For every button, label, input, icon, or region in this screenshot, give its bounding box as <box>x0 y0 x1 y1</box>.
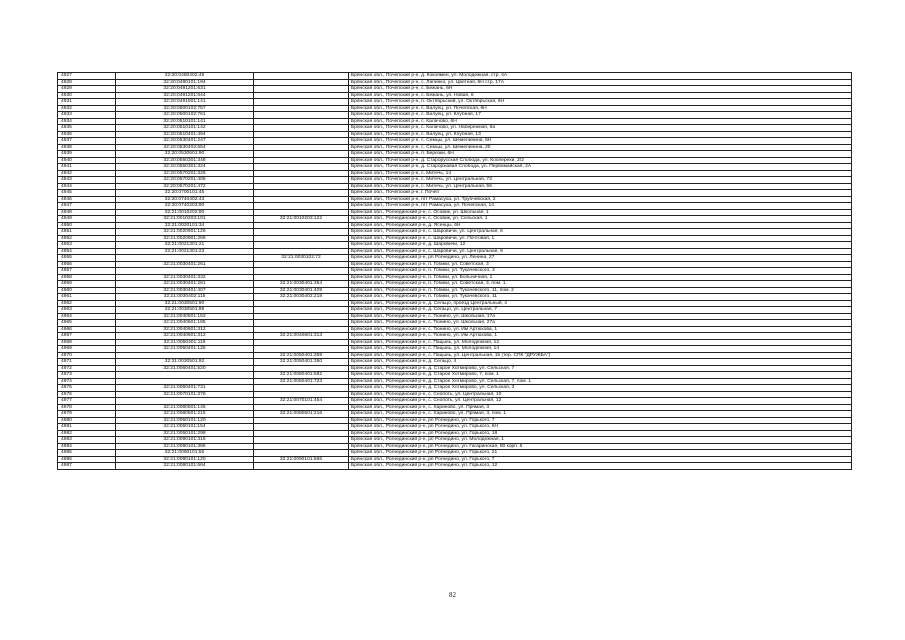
address-cell: Брянская обл., Рогнединский р-н, д. Старое Хотмирово, ул. Сельская, 7 <box>349 365 852 372</box>
address-cell: Брянская обл., Рогнединский р-н, п. Гобики, ул. Советская, 3, пом. 1 <box>349 281 852 288</box>
row-number-cell: 4931 <box>58 99 116 106</box>
row-number-cell: 4952 <box>58 235 116 242</box>
address-cell: Брянская обл., Рогнединский р-н, с. Снопоть, ул. Центральная, 12 <box>349 398 852 405</box>
address-cell: Брянская обл., Рогнединский р-н, п. Гобики, ул. Больничная, 1 <box>349 274 852 281</box>
address-cell: Брянская обл., Рогнединский р-н, рп Рогнедино, ул. Ленина, 27 <box>349 255 852 262</box>
address-cell: Брянская обл., Почепский р-н, с. Митечь, 14 <box>349 170 852 177</box>
cadastral-number-cell: 32:21:0050101:120 <box>116 417 254 424</box>
cadastral-number-cell: 32:20:0500102:757 <box>116 105 254 112</box>
row-number-cell: 4981 <box>58 424 116 431</box>
row-number-cell: 4973 <box>58 372 116 379</box>
cadastral-number-cell: 32:20:0530401:247 <box>116 138 254 145</box>
address-cell: Брянская обл., Почепский р-н, п. Октябрьский, ул. Октябрьская, 6Н <box>349 99 852 106</box>
cadastral-number-cell: 32:21:0020901:268 <box>116 235 254 242</box>
row-number-cell: 4934 <box>58 118 116 125</box>
address-cell: Брянская обл., Рогнединский р-н, рп Рогнедино, ул. Молодежная, 1 <box>349 437 852 444</box>
address-cell: Брянская обл., Почепский р-н, д. Кокоямен, ул. Молодежная, стр. 4А <box>349 73 852 80</box>
address-cell: Брянская обл., Рогнединский р-н, с. Хариново, ул. Прямая, 3, пом. 1 <box>349 411 852 418</box>
room-number-cell <box>254 463 349 470</box>
address-cell: Брянская обл., Рогнединский р-н, д. Сельцо, 4 <box>349 359 852 366</box>
cadastral-number-cell: 32:21:0060401:731 <box>116 385 254 392</box>
room-number-cell: 32:21:0060401:582 <box>254 372 349 379</box>
row-number-cell: 4954 <box>58 248 116 255</box>
cadastral-number-cell: 32:20:0700101:45 <box>116 190 254 197</box>
row-number-cell: 4980 <box>58 417 116 424</box>
room-number-cell: 32:21:0010203:122 <box>254 216 349 223</box>
row-number-cell: 4951 <box>58 229 116 236</box>
cadastral-number-cell: 32:21:0090101:56 <box>116 450 254 457</box>
cadastral-number-cell: 32:21:0050401:125 <box>116 346 254 353</box>
row-number-cell: 4937 <box>58 138 116 145</box>
row-number-cell: 4939 <box>58 151 116 158</box>
cadastral-number-cell: 32:20:0530601:90 <box>116 151 254 158</box>
address-cell: Брянская обл., Почепский р-н, с. Валуец, ул. Клубная, 17 <box>349 112 852 119</box>
row-number-cell: 4945 <box>58 190 116 197</box>
address-cell: Брянская обл., Почепский р-н, с. Семцы, ул. Шемелинина, 20 <box>349 144 852 151</box>
row-number-cell: 4965 <box>58 320 116 327</box>
row-number-cell: 4949 <box>58 216 116 223</box>
row-number-cell: 4953 <box>58 242 116 249</box>
cadastral-number-cell: 32:21:0050101:154 <box>116 424 254 431</box>
address-cell: Брянская обл., Рогнединский р-н, п. Гобики, ул. Советская, 3 <box>349 261 852 268</box>
address-cell: Брянская обл., Рогнединский р-н, с. Осовик, ул. Школьная, 1 <box>349 209 852 216</box>
address-cell: Брянская обл., Рогнединский р-н, д. Сельцо, проезд Центральный, 4 <box>349 300 852 307</box>
row-number-cell: 4960 <box>58 287 116 294</box>
row-number-cell: 4958 <box>58 274 116 281</box>
address-cell: Брянская обл., Рогнединский р-н, п. Гобики, ул. Тукачевского, 3 <box>349 268 852 275</box>
address-cell: Брянская обл., Рогнединский р-н, д. Старое Хотмирово, 7, пом. 1 <box>349 372 852 379</box>
room-number-cell: 32:21:0080501:216 <box>254 411 349 418</box>
cadastral-number-cell: 32:21:0040601:312 <box>116 333 254 340</box>
cadastral-number-cell: 32:20:0570201:326 <box>116 170 254 177</box>
address-cell: Брянская обл., Почепский р-н, с. Семцы, ул. Шемелинина, 6Н <box>349 138 852 145</box>
row-number-cell: 4964 <box>58 313 116 320</box>
cadastral-number-cell: 32:20:0570201:405 <box>116 177 254 184</box>
row-number-cell: 4970 <box>58 352 116 359</box>
room-number-cell: 32:21:0040601:313 <box>254 333 349 340</box>
row-number-cell: 4940 <box>58 157 116 164</box>
cadastral-number-cell: 32:20:0480402:49 <box>116 73 254 80</box>
address-cell: Брянская обл., Рогнединский р-н, рп Рогнедино, ул. Гагаринская, 80 корп. 6 <box>349 443 852 450</box>
address-cell: Брянская обл., Рогнединский р-н, д. Сельцо, ул. Центральная, 7 <box>349 307 852 314</box>
row-number-cell: 4975 <box>58 385 116 392</box>
address-cell: Брянская обл., Почепский р-н, пгт Рамасуха, ул. Трубчевская, 2 <box>349 196 852 203</box>
row-number-cell: 4955 <box>58 255 116 262</box>
cadastral-number-cell: 32:20:0510401:494 <box>116 131 254 138</box>
cadastral-number-cell: 32:21:0030402:115 <box>116 294 254 301</box>
address-cell: Брянская обл., Рогнединский р-н, с. Хариново, ул. Прямая, 3 <box>349 404 852 411</box>
room-number-cell: 32:21:0030402:218 <box>254 294 349 301</box>
room-number-cell: 32:21:0060401:723 <box>254 378 349 385</box>
address-cell: Брянская обл., Рогнединский р-н, с. Тюнино, ул. Школьная, 17а <box>349 313 852 320</box>
row-number-cell: 4941 <box>58 164 116 171</box>
cadastral-number-cell: 32:21:0080501:145 <box>116 404 254 411</box>
room-number-cell: 32:21:0050401:350 <box>254 359 349 366</box>
cadastral-number-cell: 32:21:0020901:126 <box>116 229 254 236</box>
row-number-cell: 4977 <box>58 398 116 405</box>
cadastral-number-cell: 32:21:0010202:90 <box>116 209 254 216</box>
address-cell: Брянская обл., Почепский р-н, пгт Рамасуха, ул. Почепская, 14 <box>349 203 852 210</box>
address-cell: Брянская обл., Рогнединский р-н, п. Гобики, ул. Тукачевского, 11 <box>349 294 852 301</box>
cadastral-number-cell: 32:21:0040601:185 <box>116 320 254 327</box>
cadastral-number-cell: 32:20:0570201:472 <box>116 183 254 190</box>
cadastral-number-cell: 32:21:0020101:34 <box>116 222 254 229</box>
cadastral-number-cell: 32:21:0010203:101 <box>116 216 254 223</box>
room-number-cell: 32:21:0030102:72 <box>254 255 349 262</box>
address-cell: Брянская обл., Рогнединский р-н, с. Пацынь, ул. Молодежная, 14 <box>349 346 852 353</box>
address-cell: Брянская обл., Рогнединский р-н, с. Шаровичи, ул. Центральная, 9 <box>349 248 852 255</box>
row-number-cell: 4971 <box>58 359 116 366</box>
row-number-cell: 4957 <box>58 268 116 275</box>
row-number-cell: 4956 <box>58 261 116 268</box>
row-number-cell: 4933 <box>58 112 116 119</box>
cadastral-number-cell: 32:20:0550301:324 <box>116 164 254 171</box>
cadastral-number-cell: 32:20:0740203:90 <box>116 203 254 210</box>
row-number-cell: 4983 <box>58 437 116 444</box>
cadastral-number-cell: 32:21:0030501:90 <box>116 300 254 307</box>
address-cell: Брянская обл., Почепский р-н, с. Митечь, ул. Центральная, 73 <box>349 177 852 184</box>
row-number-cell: 4935 <box>58 125 116 132</box>
address-cell: Брянская обл., Рогнединский р-н, рп Рогнедино, ул. Горького, 7 <box>349 417 852 424</box>
cadastral-number-cell: 32:20:0491201:644 <box>116 92 254 99</box>
address-cell: Брянская обл., Почепский р-н, д. Староржавая Слобода, ул. Первомайская, 2А <box>349 164 852 171</box>
row-number-cell: 4961 <box>58 294 116 301</box>
address-cell: Брянская обл., Рогнединский р-н, с. Тюнино, ул. Школьная, 27а <box>349 320 852 327</box>
cadastral-number-cell: 32:20:0740402:43 <box>116 196 254 203</box>
cadastral-number-cell: 32:20:0510101:141 <box>116 118 254 125</box>
cadastral-number-cell: 32:20:0500102:761 <box>116 112 254 119</box>
address-cell: Брянская обл., Почепский р-н, с. Бежань, 6Н <box>349 86 852 93</box>
address-cell: Брянская обл., Рогнединский р-н, с. Осовик, ул. Сельская, 1 <box>349 216 852 223</box>
address-cell: Брянская обл., Почепский р-н, с. Митечь, ул. Центральная, 56 <box>349 183 852 190</box>
cadastral-number-cell: 32:20:0490101:194 <box>116 79 254 86</box>
row-number-cell: 4959 <box>58 281 116 288</box>
row-number-cell: 4948 <box>58 209 116 216</box>
cadastral-number-cell: 32:21:0060401:520 <box>116 365 254 372</box>
address-cell: Брянская обл., Рогнединский р-н, рп Рогнедино, ул. Горького, 21 <box>349 450 852 457</box>
cadastral-number-cell: 32:20:0491201:631 <box>116 86 254 93</box>
address-cell: Брянская обл., Рогнединский р-н, с. Пацынь, ул. Молодежная, 12 <box>349 339 852 346</box>
cadastral-number-cell: 32:21:0030401:261 <box>116 261 254 268</box>
address-cell: Брянская обл., Рогнединский р-н, рп Рогнедино, ул. Горького, 12 <box>349 463 852 470</box>
cadastral-number-cell: 32:20:0510101:142 <box>116 125 254 132</box>
cadastral-number-cell: 32:21:0030401:281 <box>116 281 254 288</box>
row-number-cell: 4987 <box>58 463 116 470</box>
address-cell: Брянская обл., Почепский р-н, п. Березки, 6Н <box>349 151 852 158</box>
row-number-cell: 4969 <box>58 346 116 353</box>
row-number-cell: 4932 <box>58 105 116 112</box>
cadastral-number-cell: 32:21:0090101:386 <box>116 443 254 450</box>
row-number-cell: 4942 <box>58 170 116 177</box>
row-number-cell: 4986 <box>58 456 116 463</box>
address-cell: Брянская обл., Почепский р-н, с. Бежань, ул. Новая, 6 <box>349 92 852 99</box>
cadastral-number-cell: 32:20:0530402:654 <box>116 144 254 151</box>
address-cell: Брянская обл., Почепский р-н, с. Калачово, 6Н <box>349 118 852 125</box>
address-cell: Брянская обл., Почепский р-н, г. Почеп <box>349 190 852 197</box>
address-cell: Брянская обл., Почепский р-н, д. Старорусская Слобода, ул. Кооперехи, 2/2 <box>349 157 852 164</box>
row-number-cell: 4968 <box>58 339 116 346</box>
cadastral-number-cell: 32:21:0050401:119 <box>116 339 254 346</box>
cadastral-number-cell: 32:21:0030401:407 <box>116 287 254 294</box>
address-cell: Брянская обл., Рогнединский р-н, рп Рогнедино, ул. Горького, 7 <box>349 456 852 463</box>
cadastral-number-cell: 32:21:0040601:312 <box>116 326 254 333</box>
cadastral-number-cell: 32:21:0030501:99 <box>116 307 254 314</box>
address-cell: Брянская обл., Почепский р-н, с. Валуец, ул. Клубная, 13 <box>349 131 852 138</box>
cadastral-number-cell: 32:21:0090101:664 <box>116 463 254 470</box>
row-number-cell: 4963 <box>58 307 116 314</box>
address-cell: Брянская обл., Рогнединский р-н, д. Ясенцы, 6Н <box>349 222 852 229</box>
address-cell: Брянская обл., Рогнединский р-н, с. Снопоть, ул. Центральная, 10 <box>349 391 852 398</box>
row-number-cell: 4962 <box>58 300 116 307</box>
row-number-cell: 4930 <box>58 92 116 99</box>
room-number-cell: 32:21:0030401:409 <box>254 287 349 294</box>
address-cell: Брянская обл., Рогнединский р-н, рп Рогнедино, ул. Горького, 6Н <box>349 424 852 431</box>
cadastral-number-cell: 32:20:0491501:141 <box>116 99 254 106</box>
address-cell: Брянская обл., Рогнединский р-н, с. Пацынь, ул. Центральная, 15 (тер. СПК "ДРУЖБА") <box>349 352 852 359</box>
cadastral-number-cell: 32:21:0021301:23 <box>116 248 254 255</box>
address-cell: Брянская обл., Рогнединский р-н, с. Тюнино, ул. Им Артюхова, 1 <box>349 333 852 340</box>
table-body <box>58 73 852 470</box>
address-cell: Брянская обл., Рогнединский р-н, с. Шаровичи, ул. Центральная, 6 <box>349 229 852 236</box>
cadastral-number-cell: 32:21:0050101:298 <box>116 430 254 437</box>
room-number-cell: 32:21:0090101:666 <box>254 456 349 463</box>
row-number-cell: 4966 <box>58 326 116 333</box>
row-number-cell: 4950 <box>58 222 116 229</box>
row-number-cell: 4927 <box>58 73 116 80</box>
property-table <box>57 72 852 470</box>
room-number-cell: 32:21:0030401:354 <box>254 281 349 288</box>
address-cell: Брянская обл., Почепский р-н, с. Лапинко, ул. Цветная, 6Н стр. 17А <box>349 79 852 86</box>
row-number-cell: 4929 <box>58 86 116 93</box>
row-number-cell: 4943 <box>58 177 116 184</box>
cadastral-number-cell: 32:21:0070101:379 <box>116 391 254 398</box>
address-cell: Брянская обл., Почепский р-н, с. Калачово, ул. Набережная, 6а <box>349 125 852 132</box>
row-number-cell: 4985 <box>58 450 116 457</box>
cadastral-number-cell: 32:21:0040601:153 <box>116 313 254 320</box>
row-number-cell: 4976 <box>58 391 116 398</box>
cadastral-number-cell: 32:21:0030501:92 <box>116 359 254 366</box>
cadastral-number-cell: 32:21:0030401:332 <box>116 274 254 281</box>
row-number-cell: 4979 <box>58 411 116 418</box>
row-number-cell: 4944 <box>58 183 116 190</box>
cadastral-number-cell: 32:21:0090101:316 <box>116 437 254 444</box>
address-cell: Брянская обл., Рогнединский р-н, д. Шаровичи, 12 <box>349 242 852 249</box>
room-number-cell: 32:21:0050401:359 <box>254 352 349 359</box>
row-number-cell: 4947 <box>58 203 116 210</box>
address-cell: Брянская обл., Почепский р-н, с. Валуец, ул. Почепская, 6Н <box>349 105 852 112</box>
row-number-cell: 4984 <box>58 443 116 450</box>
page-number: 82 <box>449 591 456 599</box>
table-row <box>58 463 852 470</box>
row-number-cell: 4967 <box>58 333 116 340</box>
room-number-cell: 32:21:0070101:454 <box>254 398 349 405</box>
address-cell: Брянская обл., Рогнединский р-н, с. Шаровичи, ул. Почтовая, 1 <box>349 235 852 242</box>
row-number-cell: 4974 <box>58 378 116 385</box>
row-number-cell: 4936 <box>58 131 116 138</box>
address-cell: Брянская обл., Рогнединский р-н, д. Старое Хотмирово, ул. Сельская, 3 <box>349 385 852 392</box>
cadastral-number-cell: 32:21:0021301:21 <box>116 242 254 249</box>
row-number-cell: 4982 <box>58 430 116 437</box>
address-cell: Брянская обл., Рогнединский р-н, п. Гобики, ул. Тукачевского, 11, пом. 2 <box>349 287 852 294</box>
address-cell: Брянская обл., Рогнединский р-н, с. Тюнино, ул. Им Артюхова, 1 <box>349 326 852 333</box>
row-number-cell: 4978 <box>58 404 116 411</box>
address-cell: Брянская обл., Рогнединский р-н, д. Старое Хотмирово, ул. Сельская, 7, пом. 1 <box>349 378 852 385</box>
row-number-cell: 4972 <box>58 365 116 372</box>
row-number-cell: 4938 <box>58 144 116 151</box>
address-cell: Брянская обл., Рогнединский р-н, рп Рогнедино, ул. Горького, 18 <box>349 430 852 437</box>
cadastral-number-cell: 32:20:0550301:348 <box>116 157 254 164</box>
cadastral-number-cell: 32:21:0080501:215 <box>116 411 254 418</box>
row-number-cell: 4928 <box>58 79 116 86</box>
cadastral-number-cell: 32:21:0090101:120 <box>116 456 254 463</box>
row-number-cell: 4946 <box>58 196 116 203</box>
